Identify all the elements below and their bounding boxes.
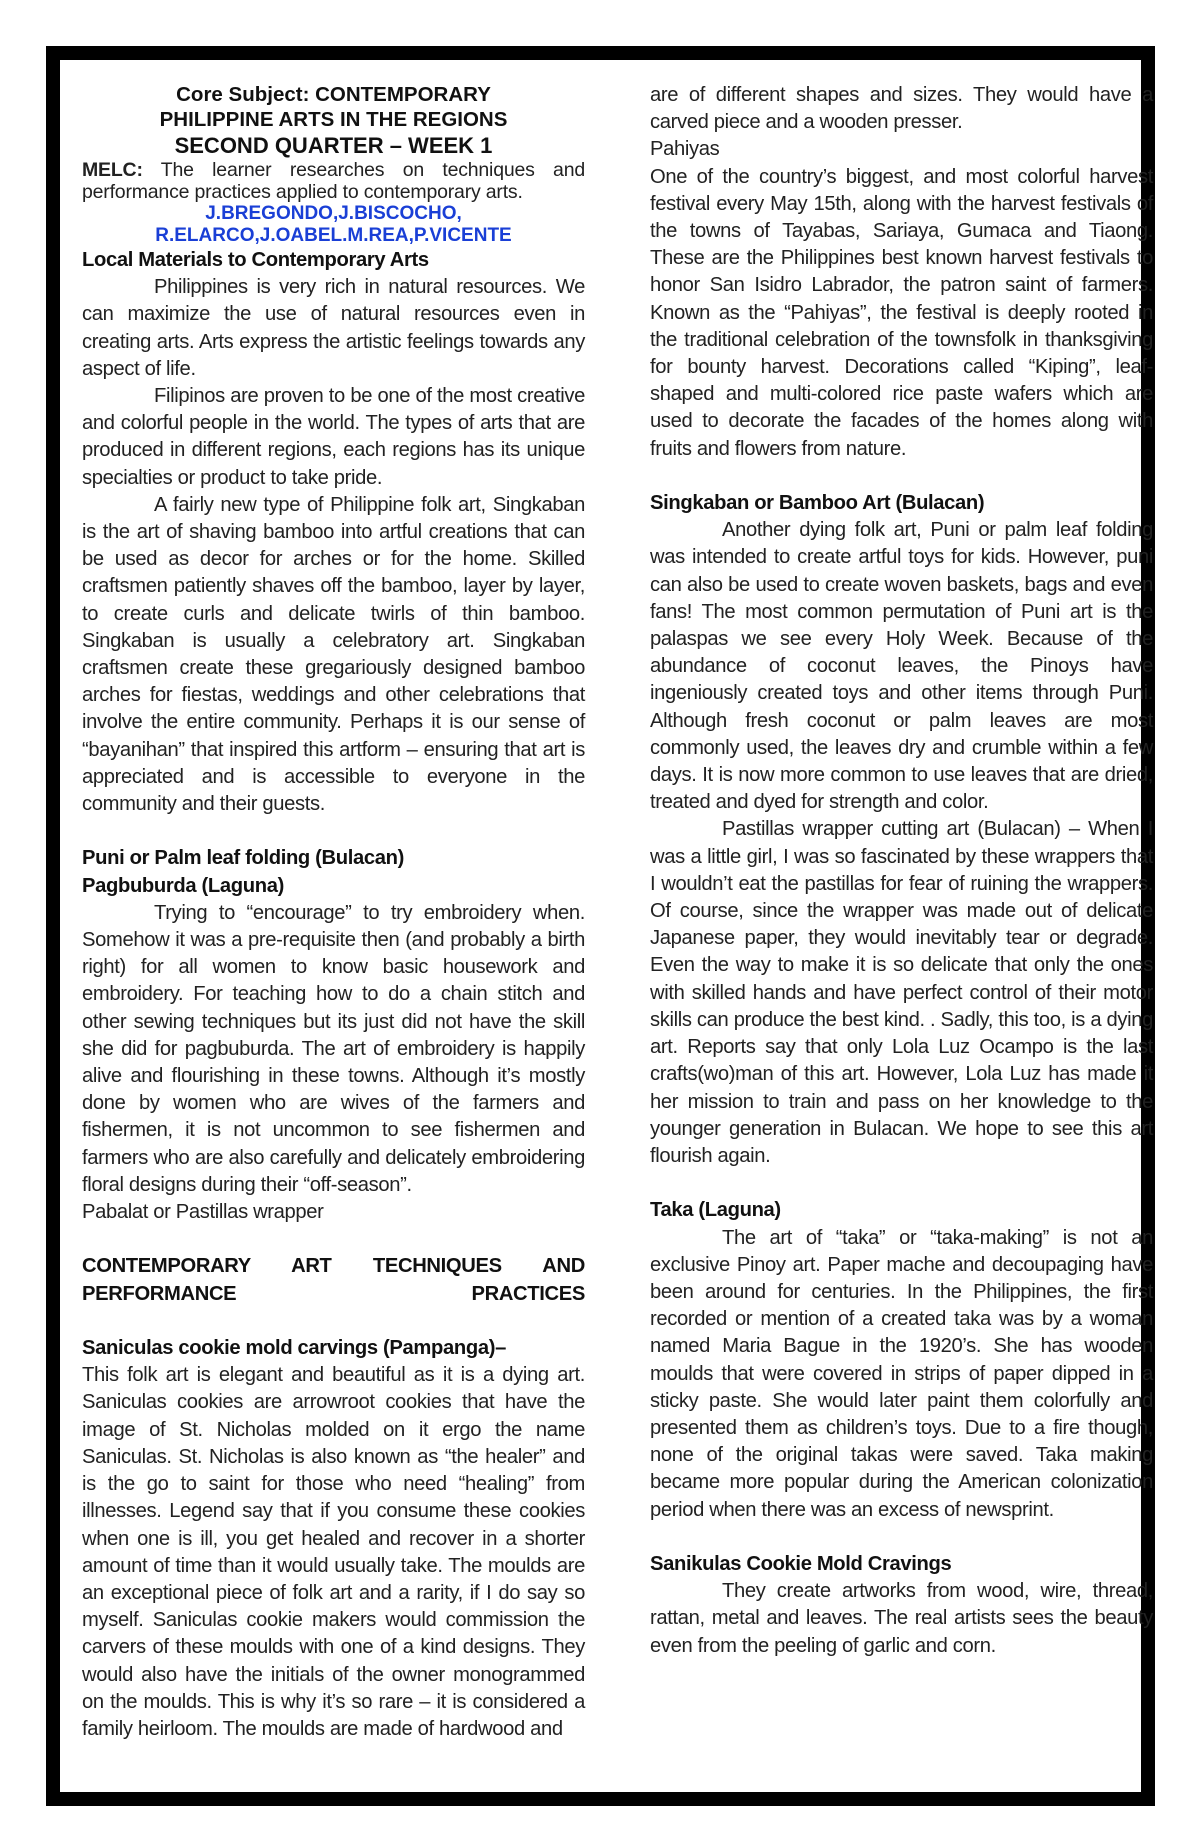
subject-title-line: PHILIPPINE ARTS IN THE REGIONS (159, 108, 508, 131)
pagbuburda-heading: Pagbuburda (Laguna) (82, 874, 284, 897)
saniculas-paragraph: This folk art is elegant and beautiful as it is a dying art. Saniculas cookies are arrowroot cookies that have the image of St. Nicholas molded on it ergo the name Saniculas. St. Nicholas is also known as “the healer” and is the go to saint for those who need “healing” from illnesses. Legend say that if you consume these cookies when one is ill, you get healed and recover in a shorter amount of time than it would usually take. The moulds are an exceptional piece of folk art and a rarity, if I do say so myself. Saniculas cookie makers would commission the carvers of these moulds with one of a kind designs. They would also have the initials of the owner monogrammed on the moulds. This is why it’s so rare – it is considered a family heirloom. The moulds are made of hardwood and (82, 1364, 585, 1740)
spacer (82, 1226, 585, 1253)
taka-heading: Taka (Laguna) (650, 1199, 781, 1222)
local-materials-paragraph-1: Philippines is very rich in natural resources. We can maximize the use of natural resources even in creating arts. Arts express the artistic feelings towards any aspect of life. (82, 276, 585, 380)
pabalat-line: Pabalat or Pastillas wrapper (82, 1201, 324, 1224)
melc-text: The learner researches on techniques and performance practices applied to contemporary arts. (82, 159, 585, 203)
singkaban-heading: Singkaban or Bamboo Art (Bulacan) (650, 492, 985, 515)
spacer (82, 818, 585, 845)
singkaban-paragraph: A fairly new type of Philippine folk art, Singkaban is the art of shaving bamboo into artful creations that can be used as decor for arches or for the home. Skilled craftsmen patiently shaves off the bamboo, layer by layer, to create curls and delicate twirls of thin bamboo. Singkaban is usually a celebratory art. Singkaban craftsmen create these gregariously designed bamboo arches for fiestas, weddings and other celebrations that involve the entire community. Perhaps it is our sense of “bayanihan” that inspired this artform – ensuring that art is appreciated and is accessible to everyone in the community and their guests. (82, 493, 585, 816)
pastillas-paragraph: Pastillas wrapper cutting art (Bulacan) – When I was a little girl, I was so fascinated by these wrappers that I wouldn’t eat the pastillas for fear of ruining the wrappers. Of course, since the wrapper was made out of delicate Japanese paper, they would inevitably tear or degrade. Even the way to make it is so delicate that only the ones with skilled hands and have perfect control of their motor skills can produce the best kind. . Sadly, this too, is a dying art. Reports say that only Lola Luz Ocampo is the last crafts(wo)man of this art. However, Lola Luz has made it her mission to train and pass on her knowledge to the younger generation in Bulacan. We hope to see this art flourish again. (650, 818, 1153, 1167)
pahiyas-label: Pahiyas (650, 138, 720, 161)
spacer (650, 1524, 1153, 1551)
local-materials-heading: Local Materials to Contemporary Arts (82, 249, 429, 271)
spacer (650, 1170, 1153, 1197)
contemporary-techniques-heading: CONTEMPORARY ART TECHNIQUES AND PERFORMANCE PRACTICES (82, 1255, 585, 1305)
authors-line-1: J.BREGONDO,J.BISCOCHO, (205, 203, 462, 224)
melc-statement (82, 159, 585, 203)
pahiyas-paragraph: One of the country’s biggest, and most colorful harvest festival every May 15th, along with the harvest festivals of the towns of Tayabas, Sariaya, Gumaca and Tiaong. These are the Philippines best known harvest festivals to honor San Isidro Labrador, the patron saint of farmers. Known as the “Pahiyas”, the festival is deeply rooted in the traditional celebration of the townsfolk in thanksgiving for bounty harvest. Decorations called “Kiping”, leaf-shaped and multi-colored rice paste wafers which are used to decorate the facades of the homes along with fruits and flowers from nature. (650, 165, 1153, 460)
melc-label: MELC: (82, 159, 143, 181)
spacer (650, 463, 1153, 490)
saniculas-continued-paragraph: are of different shapes and sizes. They would have a carved piece and a wooden presser. (650, 84, 1153, 134)
saniculas-heading: Saniculas cookie mold carvings (Pampanga)– (82, 1337, 506, 1360)
page-border (46, 46, 1155, 1806)
left-column (82, 82, 585, 1743)
sanikulas-paragraph: They create artworks from wood, wire, thread, rattan, metal and leaves. The real artists sees the beauty even from the peeling of garlic and corn. (650, 1580, 1153, 1657)
spacer (82, 1308, 585, 1335)
taka-paragraph: The art of “taka” or “taka-making” is not an exclusive Pinoy art. Paper mache and decoupaging have been around for centuries. In the Philippines, the first recorded or mention of a created taka was by a woman named Maria Bague in the 1920’s. She has wooden moulds that were covered in strips of paper dipped in a sticky paste. She would later paint them colorfully and presented them as children’s toys. Due to a fire though, none of the original takas were saved. Taka making became more popular during the American colonization period when there was an excess of newsprint. (650, 1226, 1153, 1521)
pagbuburda-paragraph: Trying to “encourage” to try embroidery when. Somehow it was a pre-requisite then (and probably a birth right) for all women to know basic housework and embroidery. For teaching how to do a chain stitch and other sewing techniques but its just did not have the skill she did for pagbuburda. The art of embroidery is happily alive and flourishing in these towns. Although it’s mostly done by women who are wives of the farmers and fishermen, it is not uncommon to see fishermen and farmers who are also carefully and delicately embroidering floral designs during their “off-season”. (82, 901, 585, 1196)
right-column (650, 82, 1153, 1660)
quarter-week-line: SECOND QUARTER – WEEK 1 (174, 133, 493, 158)
sanikulas-heading: Sanikulas Cookie Mold Cravings (650, 1552, 952, 1575)
authors-line-2: R.ELARCO,J.OABEL.M.REA,P.VICENTE (155, 225, 512, 246)
local-materials-paragraph-2: Filipinos are proven to be one of the most creative and colorful people in the world. The types of arts that are produced in different regions, each regions has its unique specialties or product to take pride. (82, 385, 585, 489)
puni-paragraph: Another dying folk art, Puni or palm leaf folding was intended to create artful toys for kids. However, puni can also be used to create woven baskets, bags and even fans! The most common permutation of Puni art is the palaspas we see every Holy Week. Because of the abundance of coconut leaves, the Pinoys have ingeniously created toys and other items through Puni. Although fresh coconut or palm leaves are most commonly used, the leaves dry and crumble within a few days. It is now more common to use leaves that are dried, treated and dyed for strength and color. (650, 519, 1153, 814)
puni-heading: Puni or Palm leaf folding (Bulacan) (82, 847, 404, 870)
core-subject-line: Core Subject: CONTEMPORARY (176, 83, 491, 106)
